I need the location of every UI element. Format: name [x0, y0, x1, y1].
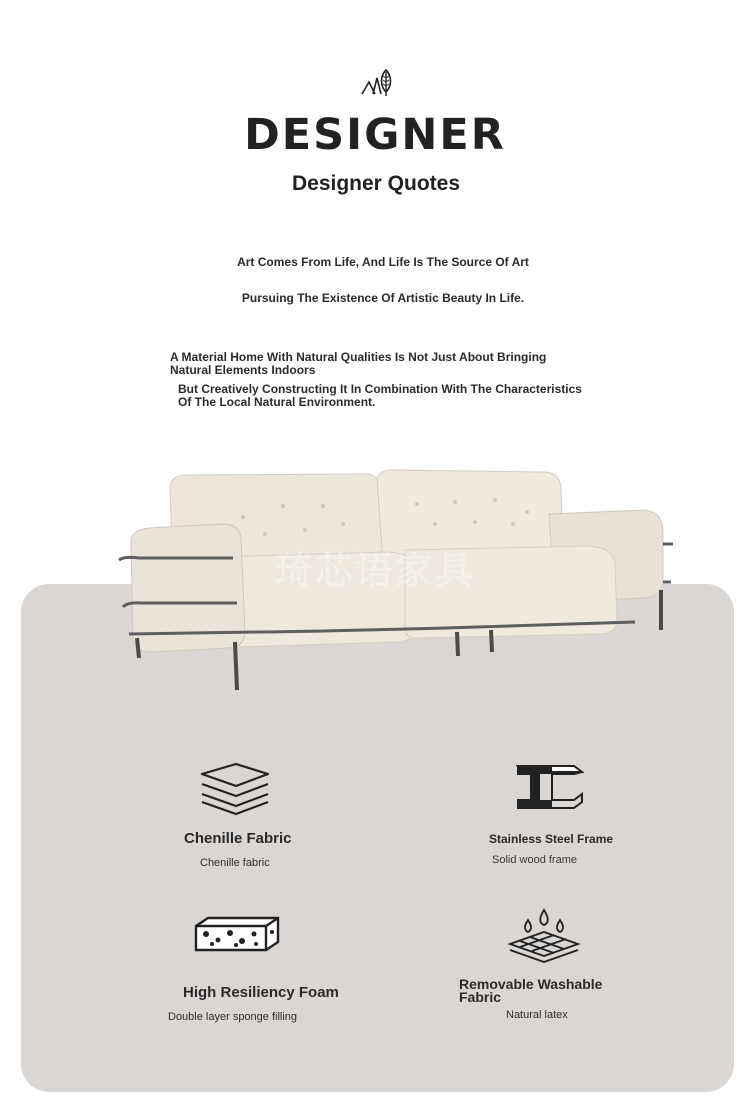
feature-subtitle-foam: Double layer sponge filling: [168, 1011, 298, 1023]
water-drops-fabric-icon: [506, 906, 582, 966]
sponge-icon: [194, 914, 280, 954]
description-paragraph-1: A Material Home With Natural Qualities Is Not Just About Bringing Natural Elements Indoors: [170, 350, 547, 377]
feature-title-chenille: Chenille Fabric: [184, 830, 292, 847]
quote-line-2: Pursuing The Existence Of Artistic Beauty In Life.: [241, 291, 525, 305]
description-paragraph-2: But Creatively Constructing It In Combination With The Characteristics Of The Local Natural Environment.: [178, 382, 582, 409]
watermark-text: 琦芯语家具: [274, 549, 475, 593]
plant-vase-logo-icon: [359, 64, 395, 98]
quote-line-1: Art Comes From Life, And Life Is The Source Of Art: [237, 255, 529, 269]
feature-title-steel-frame: Stainless Steel Frame: [489, 832, 614, 846]
page-title: DESIGNER: [244, 110, 506, 160]
feature-title-foam: High Resiliency Foam: [183, 984, 339, 1001]
feature-subtitle-washable: Natural latex: [506, 1009, 568, 1021]
feature-subtitle-chenille: Chenille fabric: [200, 857, 270, 869]
layered-fabric-icon: [198, 760, 272, 816]
steel-beam-icon: [516, 764, 584, 812]
feature-title-washable: Removable Washable Fabric: [459, 976, 603, 1005]
page-subtitle: Designer Quotes: [291, 172, 461, 195]
feature-subtitle-steel-frame: Solid wood frame: [492, 854, 577, 866]
